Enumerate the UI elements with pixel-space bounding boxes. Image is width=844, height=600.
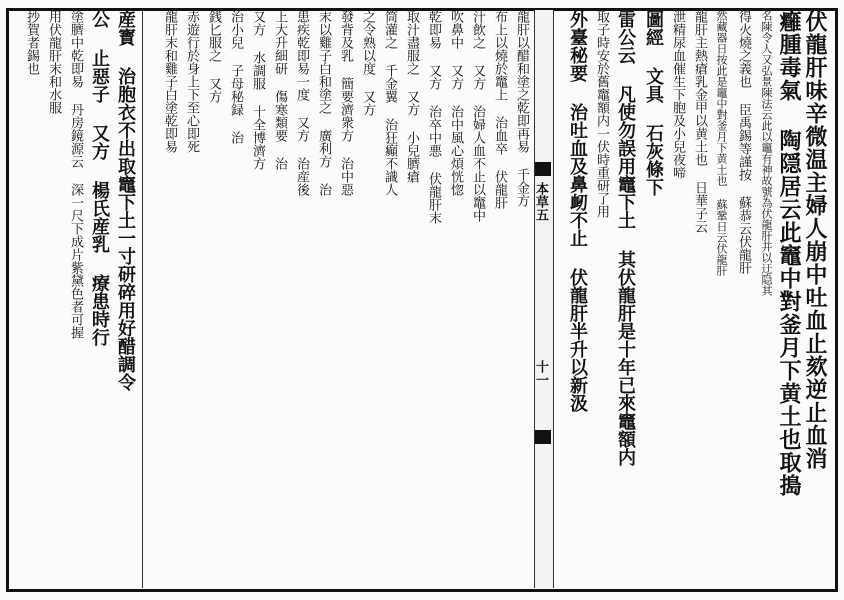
text-column: 癰腫毒氣 陶隠居云此竈中對釜月下黄土也取搗 bbox=[776, 10, 802, 497]
text-column: 乾即易 又方 治卒中悪 伏龍肝末 bbox=[426, 10, 441, 224]
text-column: 赤遊行於身上下至心即死 bbox=[184, 10, 199, 153]
text-column: 龍肝主熱瘡乳金甲以黄土也 日華子云 bbox=[692, 10, 707, 233]
text-column: 患疾乾即易一度 又方 治産後 bbox=[294, 10, 309, 196]
text-column: 名陳令人又弘景陳法云此以竈有神故號為伏龍肝并以迂隐其 bbox=[760, 10, 773, 296]
text-column: 雷公云 凡使勿誤用竈下土 其伏龍肝是十年已來竈額内 bbox=[615, 10, 636, 466]
text-column: 龍肝末和雞子白塗乾即易 bbox=[162, 10, 177, 153]
text-column: 用伏龍肝末和水服 bbox=[46, 10, 61, 114]
text-column: 取子時安於舊竈額内一伏時重研了用 bbox=[594, 10, 609, 218]
spine-fish-tail-mark bbox=[535, 430, 551, 444]
text-column: 産寳 治胞衣不出取竈下土一寸研碎用好醋調令 bbox=[115, 10, 136, 391]
text-column: 之令熟以度 又方 bbox=[360, 10, 375, 116]
text-column: 布上以燒於竈上 治血卒 伏龍肝 bbox=[492, 10, 507, 209]
text-column: 上大升細研 傷寒類要 治 bbox=[272, 10, 287, 170]
text-column: 龍肝以醋和塗之乾即再易 千金方 bbox=[514, 10, 529, 207]
text-column: 得火燒之義也 臣禹錫等謹按 蘇恭云伏龍肝 bbox=[736, 10, 751, 274]
spine-page-number: 十一 bbox=[533, 360, 548, 386]
text-column: 伏龍肝味辛微温主婦人崩中吐血止欬逆止血消 bbox=[802, 10, 828, 470]
text-column: 又方 水調服 十全博濟方 bbox=[250, 10, 265, 170]
text-column: 外臺秘要 治吐血及鼻衂不止 伏龍肝半升以新汲 bbox=[567, 10, 588, 412]
text-column: 然藏器日按此是竈中對釜月下黄土也 蘇鞏日云伏龍肝 bbox=[715, 10, 728, 276]
text-column: 抄賀者錫也 bbox=[24, 10, 39, 75]
center-spine bbox=[534, 10, 554, 588]
text-column: 泄精尿血催生下胞及小兒夜啼 bbox=[670, 10, 685, 179]
text-column: 取汁盡服之 又方 小兒臍瘡 bbox=[404, 10, 419, 183]
text-column: 筒灌之 千金翼 治狂癲不識人 bbox=[382, 10, 397, 196]
text-column: 圖經 文具 石灰條下 bbox=[643, 10, 664, 196]
text-column: 塗臍中乾即易 丹房鏡源云 深一尺下成片紫黛色者可握 bbox=[68, 10, 83, 339]
text-column: 末以雞子白和塗之 廣利方 治 bbox=[316, 10, 331, 196]
text-column: 銭匕服之 又方 bbox=[206, 10, 221, 103]
text-column: 吹鼻中 又方 治中風心煩恍惚 bbox=[448, 10, 463, 196]
column-divider bbox=[142, 10, 143, 588]
spine-fish-tail-mark bbox=[535, 162, 551, 176]
spine-title: 本草五 bbox=[533, 182, 548, 221]
text-column: 治小兒 子母秘録 治 bbox=[228, 10, 243, 144]
text-column: 發背及乳 簡要濟衆方 治中惡 bbox=[338, 10, 353, 196]
text-column: 汁飲之 又方 治婦人血不止以竈中 bbox=[470, 10, 485, 222]
text-column: 公 止惡子 又方 楊氏産乳 療患時行 bbox=[89, 10, 110, 346]
